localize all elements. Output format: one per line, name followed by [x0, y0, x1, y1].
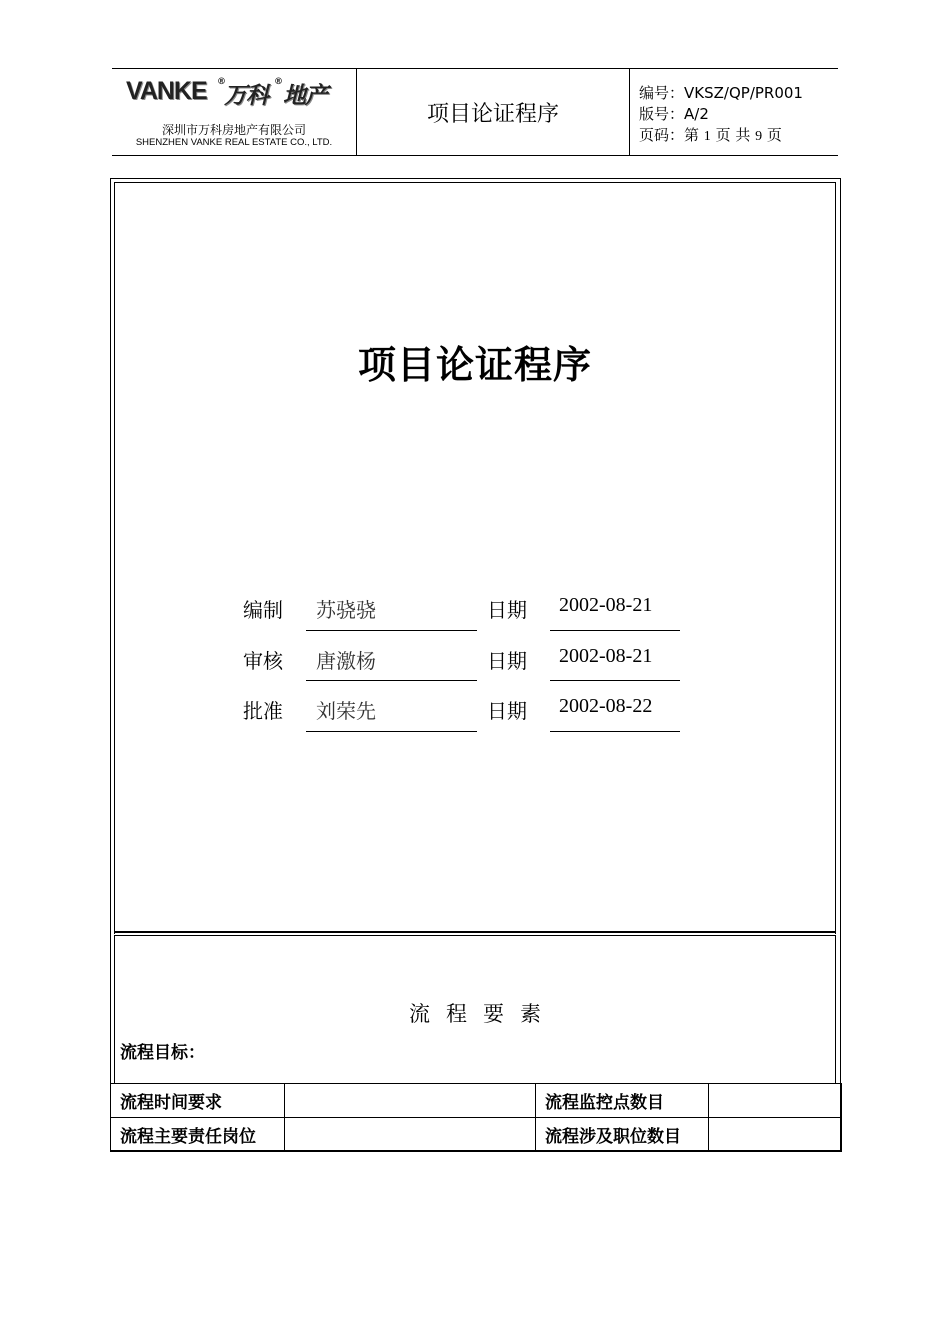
- table-label-cell: 流程主要责任岗位: [111, 1118, 285, 1152]
- underline: [306, 731, 477, 732]
- table-value-cell[interactable]: [285, 1084, 536, 1118]
- page-end: 页: [766, 126, 782, 144]
- underline: [550, 731, 680, 732]
- underline: [550, 630, 680, 631]
- signoff-role: 审核: [243, 649, 283, 673]
- signoff-name: 刘荣先: [316, 699, 376, 723]
- process-elements-table: [110, 1083, 842, 1152]
- elements-title: 流程要素: [409, 1002, 557, 1026]
- vanke-logo: [126, 77, 346, 107]
- header-divider: [629, 69, 630, 155]
- date-label: 日期: [487, 699, 527, 723]
- logo-chinese-2: 地产: [283, 83, 327, 109]
- table-value-cell[interactable]: [709, 1118, 842, 1152]
- doc-page: [639, 125, 803, 147]
- company-name-cn: 深圳市万科房地产有限公司: [161, 123, 306, 137]
- process-goal-label: 流程目标：: [120, 1043, 205, 1063]
- divider-line: [114, 931, 836, 933]
- cover-title: 项目论证程序: [357, 343, 592, 387]
- doc-code-value: VKSZ/QP/PR001: [684, 84, 803, 102]
- table-value-cell[interactable]: [285, 1118, 536, 1152]
- underline: [306, 630, 477, 631]
- logo-wordmark: VANKE: [126, 77, 207, 105]
- signoff-date: 2002-08-22: [559, 695, 653, 717]
- registered-mark-2: ®: [274, 77, 283, 87]
- signoff-role: 批准: [243, 699, 283, 723]
- table-value-cell[interactable]: [709, 1084, 842, 1118]
- underline: [306, 680, 477, 681]
- divider-line: [114, 935, 836, 936]
- registered-mark: ®: [217, 77, 226, 87]
- doc-meta: [639, 83, 803, 147]
- signoff-date: 2002-08-21: [559, 594, 653, 616]
- document-header: [112, 68, 838, 156]
- table-label-cell: 流程时间要求: [111, 1084, 285, 1118]
- underline: [550, 680, 680, 681]
- signoff-role: 编制: [243, 598, 283, 622]
- page-current: 1: [703, 129, 711, 144]
- page-total: 9: [755, 129, 763, 144]
- doc-version: [639, 104, 803, 125]
- date-label: 日期: [487, 598, 527, 622]
- page-label: 页码：第: [639, 126, 700, 144]
- header-doc-title: 项目论证程序: [426, 102, 559, 127]
- signoff-name: 苏骁骁: [316, 598, 376, 622]
- doc-version-value: A/2: [684, 105, 709, 123]
- table-label-cell: 流程监控点数目: [536, 1084, 709, 1118]
- inner-frame: [114, 182, 836, 934]
- date-label: 日期: [487, 649, 527, 673]
- doc-code-label: 编号：: [639, 84, 685, 102]
- table-row: [111, 1118, 842, 1152]
- page-mid: 页 共: [715, 126, 751, 144]
- doc-version-label: 版号：: [639, 105, 685, 123]
- logo-chinese: 万科: [224, 83, 268, 109]
- table-label-cell: 流程涉及职位数目: [536, 1118, 709, 1152]
- signoff-date: 2002-08-21: [559, 645, 653, 667]
- signoff-name: 唐激杨: [316, 649, 376, 673]
- company-name-en: SHENZHEN VANKE REAL ESTATE CO., LTD.: [135, 137, 333, 148]
- table-row: [111, 1084, 842, 1118]
- doc-code: [639, 83, 803, 104]
